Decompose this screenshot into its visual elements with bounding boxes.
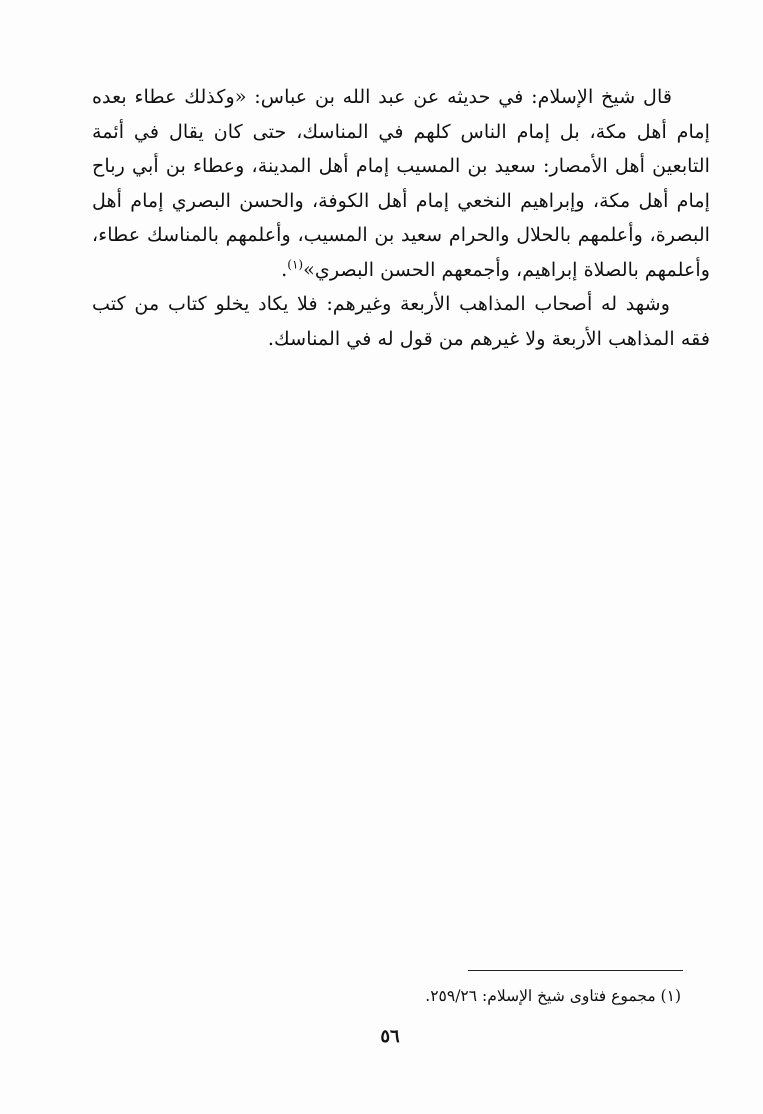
paragraph-quote-text: قال شيخ الإسلام: في حديثه عن عبد الله بن عباس: «وكذلك عطاء بعده إمام أهل مكة، بل إمام الناس كلهم في المناسك، حتى كان يقال في أئمة التابعين أهل الأمصار: سعيد بن المسيب إمام أهل المدينة، وعطاء بن أبي رباح إمام أهل مكة، وإبراهيم النخعي إمام أهل الكوفة، والحسن البصري إمام أهل البصرة، وأعلمهم بالحلال والحرام سعيد بن المسيب، وأعلمهم بالمناسك عطاء، وأعلمهم بالصلاة إبراهيم، وأجمعهم الحسن البصري» (92, 85, 710, 281)
page-number: ٥٦ (380, 1026, 400, 1047)
paragraph-quote-end: . (281, 257, 288, 281)
paragraph-quote (92, 80, 710, 287)
paragraph-testimony: وشهد له أصحاب المذاهب الأربعة وغيرهم: فلا يكاد يخلو كتاب من كتب فقه المذاهب الأربعة ولا غيرهم من قول له في المناسك. (92, 292, 710, 350)
footnote: (١) مجموع فتاوى شيخ الإسلام: ٢٥٩/٢٦. (425, 987, 681, 1005)
footnote-reference: (١) (287, 257, 304, 272)
footnote-divider (468, 970, 683, 971)
main-text (92, 80, 710, 356)
